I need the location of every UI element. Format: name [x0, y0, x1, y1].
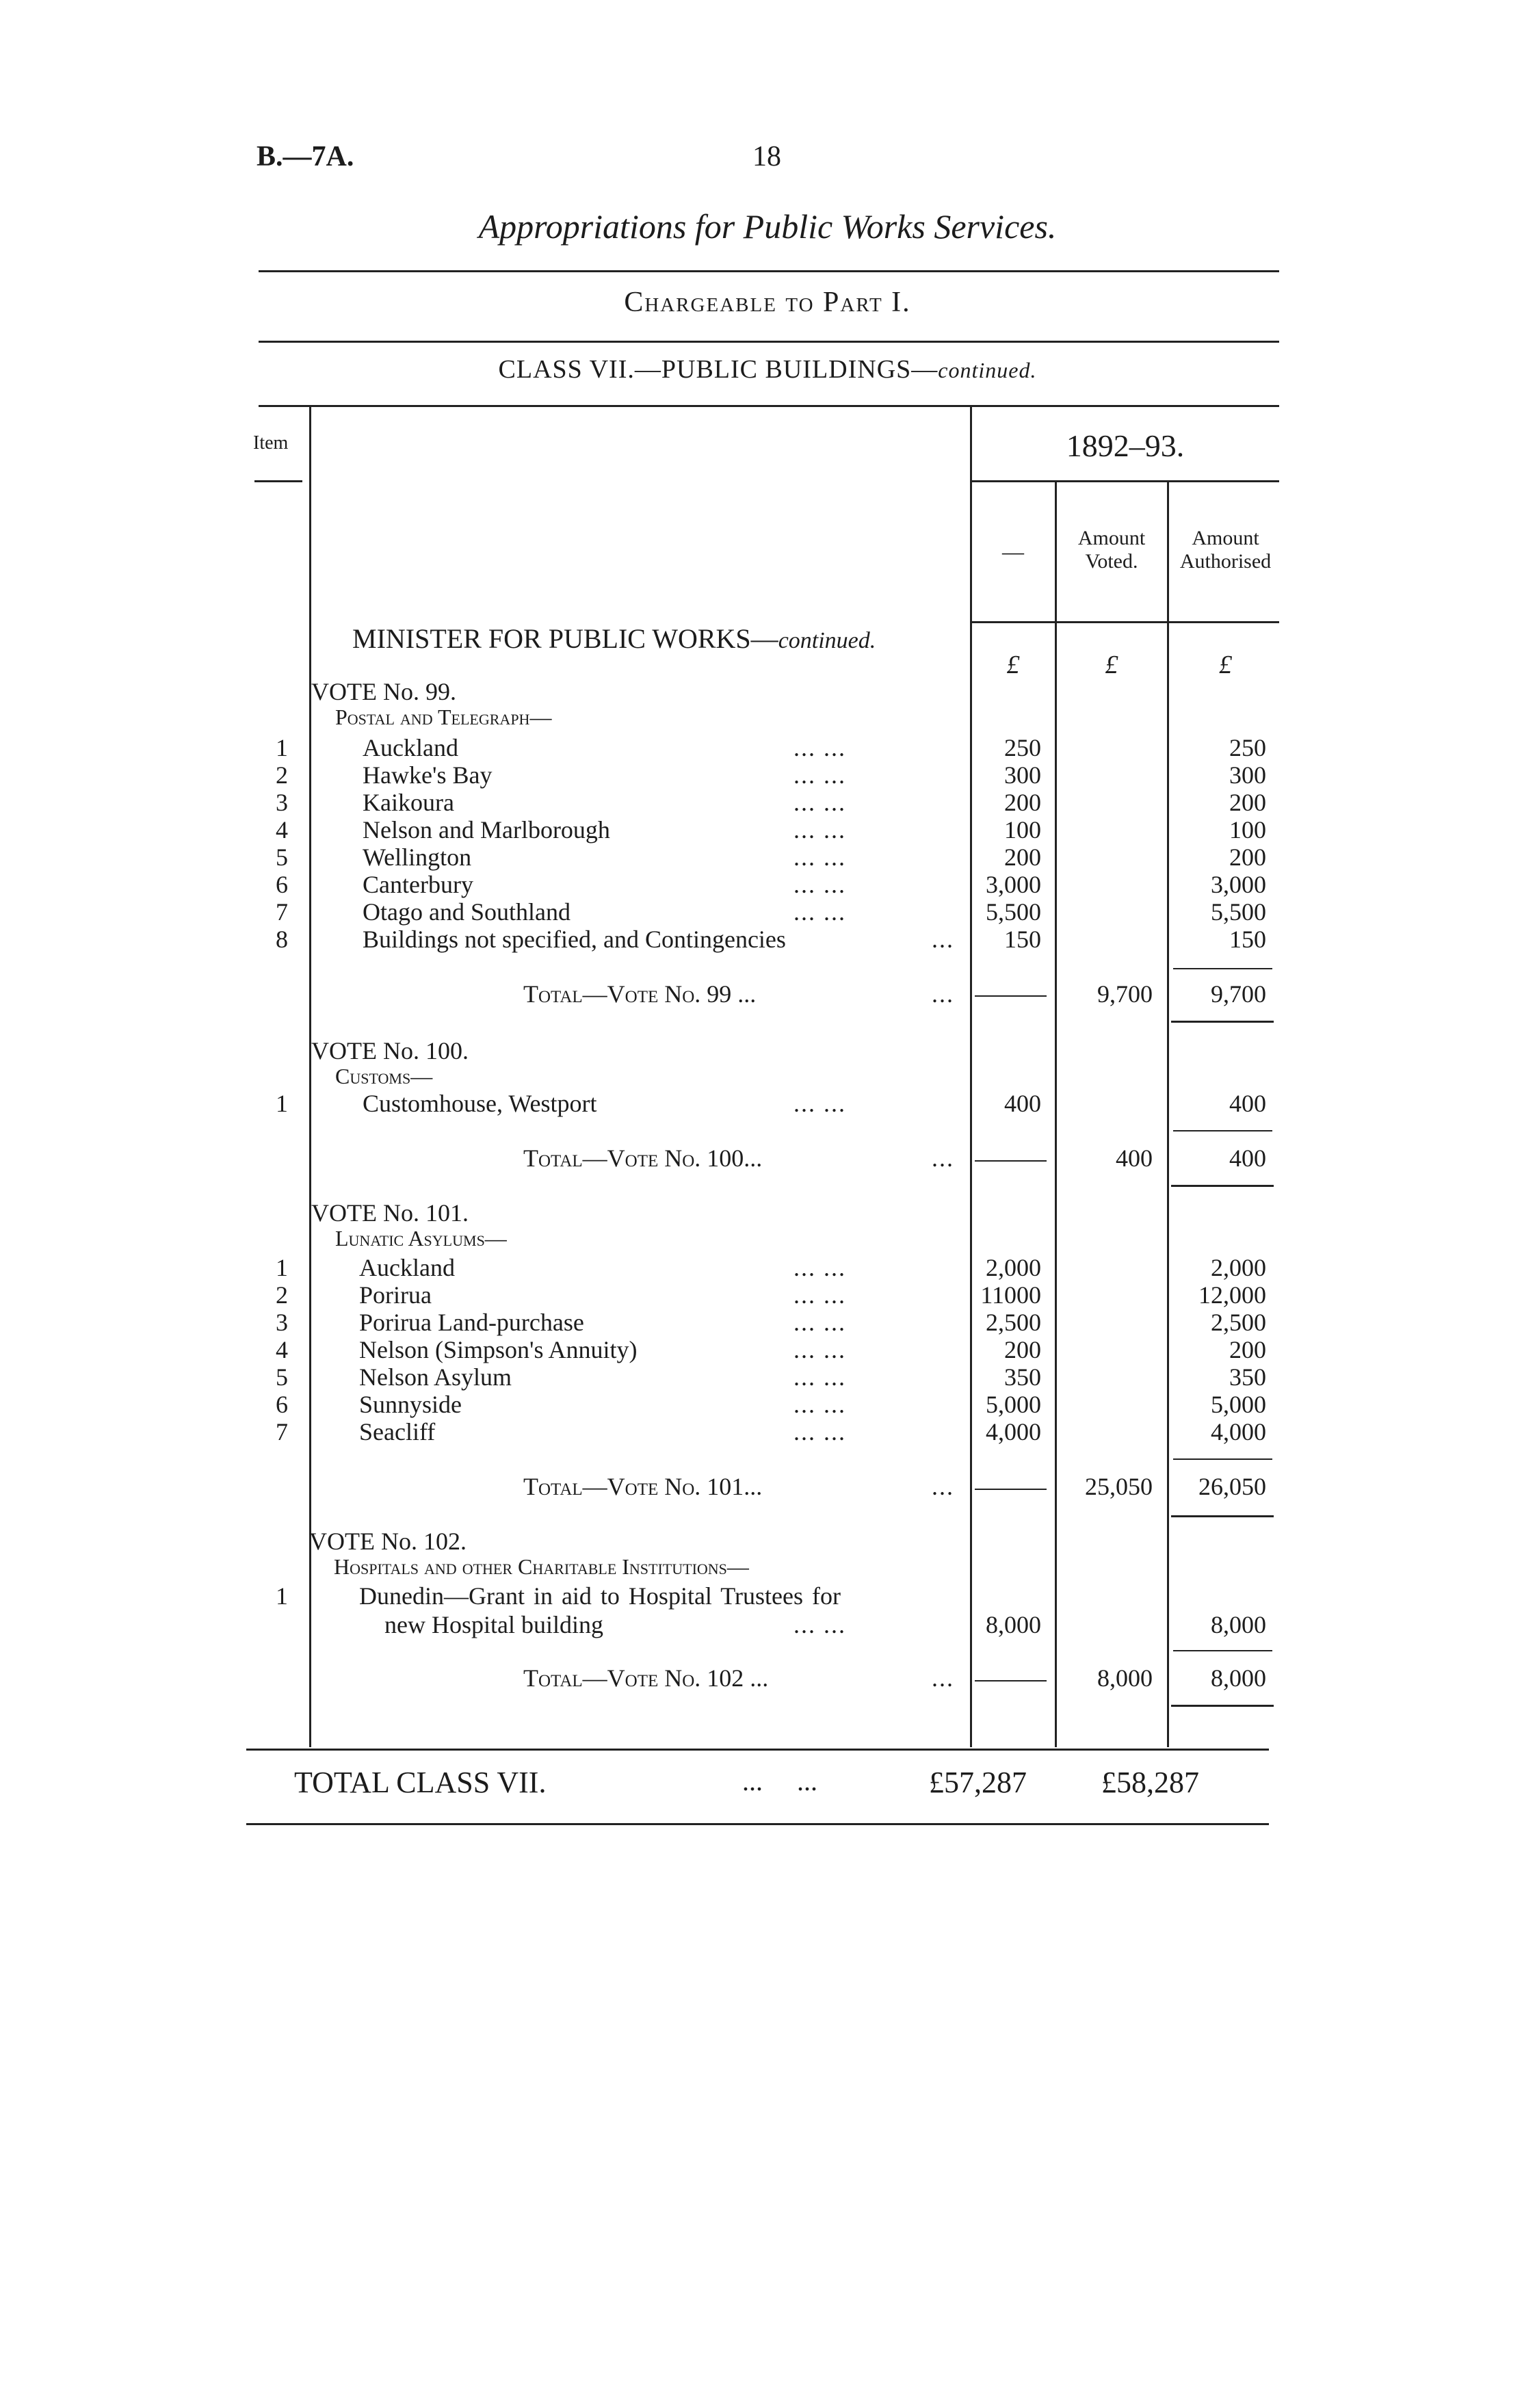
vote100-subheading: Customs—	[335, 1064, 433, 1088]
vote101-total-label: Total—Vote No. 101...	[523, 1473, 763, 1500]
row-amount: 4,000	[986, 1418, 1041, 1445]
amount-authorised-header	[1169, 527, 1282, 573]
row-label: Porirua	[359, 1281, 432, 1309]
total-dash	[975, 1160, 1047, 1162]
item-number: 6	[276, 871, 288, 898]
page-number: 18	[752, 141, 781, 172]
item-number: 4	[276, 1336, 288, 1363]
vote100-total-authorised: 400	[1229, 1144, 1266, 1172]
row-amount: 300	[1004, 761, 1041, 789]
row-amount: 200	[1004, 789, 1041, 816]
total-rule	[1171, 1515, 1274, 1517]
currency-col2: £	[1105, 651, 1118, 679]
row-amount: 2,500	[986, 1309, 1041, 1336]
total-rule	[1171, 1705, 1274, 1707]
row-authorised: 350	[1229, 1363, 1266, 1391]
row-authorised: 4,000	[1211, 1418, 1266, 1445]
row-authorised: 8,000	[1211, 1611, 1266, 1638]
row-amount: 100	[1004, 816, 1041, 843]
leader-dots: ...	[932, 1664, 954, 1692]
row-label: Sunnyside	[359, 1391, 462, 1418]
vote101-total-authorised: 26,050	[1198, 1473, 1266, 1500]
row-authorised: 200	[1229, 789, 1266, 816]
amount-authorised-line2: Authorised	[1179, 550, 1272, 573]
vote99-total-authorised: 9,700	[1211, 980, 1266, 1008]
item-number: 2	[276, 761, 288, 789]
leader-dots: ... ...	[793, 1418, 846, 1445]
grand-total-dots: ... ...	[742, 1766, 817, 1796]
minister-suffix: continued.	[778, 628, 876, 653]
row-amount: 200	[1004, 843, 1041, 871]
vote99-total-voted: 9,700	[1097, 980, 1153, 1008]
subtotal-rule	[1173, 1130, 1272, 1131]
currency-col1: £	[1006, 651, 1020, 679]
item-number: 1	[276, 1254, 288, 1281]
subtotal-rule	[1173, 1650, 1272, 1651]
rule-chargeable	[259, 341, 1279, 343]
item-number: 3	[276, 789, 288, 816]
row-authorised: 12,000	[1198, 1281, 1266, 1309]
row-label: Porirua Land-purchase	[359, 1309, 584, 1336]
row-label: Auckland	[359, 1254, 455, 1281]
row-authorised: 3,000	[1211, 871, 1266, 898]
item-number: 1	[276, 1582, 288, 1610]
vote99-total-label: Total—Vote No. 99 ...	[523, 980, 757, 1008]
rule-item-head	[254, 480, 302, 482]
item-number: 1	[276, 734, 288, 761]
row-authorised: 100	[1229, 816, 1266, 843]
vote99-subheading: Postal and Telegraph—	[335, 705, 552, 729]
row-label-line2: new Hospital building	[384, 1611, 603, 1638]
rule-head-bottom	[970, 621, 1279, 623]
subtotal-rule	[1173, 1458, 1272, 1460]
row-amount: 11000	[980, 1281, 1041, 1309]
total-dash	[975, 1680, 1047, 1681]
item-number: 1	[276, 1090, 288, 1117]
vote102-total-label: Total—Vote No. 102 ...	[523, 1664, 769, 1692]
leader-dots: ... ...	[793, 1309, 846, 1336]
document-ref: B.—7A.	[257, 141, 354, 172]
row-authorised: 200	[1229, 1336, 1266, 1363]
row-label-line1: Dunedin—Grant in aid to Hospital Trustees for	[359, 1582, 841, 1610]
total-dash	[975, 1489, 1047, 1490]
total-dash	[975, 995, 1047, 997]
vote100-total-label: Total—Vote No. 100...	[523, 1144, 763, 1172]
vote102-heading: VOTE No. 102.	[309, 1528, 467, 1555]
row-label: Nelson Asylum	[359, 1363, 512, 1391]
amount-authorised-line1: Amount	[1192, 527, 1259, 549]
class-heading-text: CLASS VII.—PUBLIC BUILDINGS—	[498, 355, 939, 384]
year-header: 1892–93.	[1066, 428, 1185, 463]
chargeable-heading: Chargeable to Part I.	[624, 287, 911, 318]
item-number: 6	[276, 1391, 288, 1418]
row-label: Otago and Southland	[363, 898, 570, 926]
row-authorised: 5,500	[1211, 898, 1266, 926]
leader-dots: ... ...	[793, 789, 846, 816]
leader-dots: ... ...	[793, 898, 846, 926]
rule-year	[970, 480, 1279, 482]
row-label: Wellington	[363, 843, 472, 871]
vote101-total-voted: 25,050	[1085, 1473, 1153, 1500]
leader-dots: ... ...	[793, 816, 846, 843]
item-number: 7	[276, 1418, 288, 1445]
vote99-heading: VOTE No. 99.	[311, 678, 456, 705]
vote101-subheading: Lunatic Asylums—	[335, 1226, 507, 1251]
minister-label: MINISTER FOR PUBLIC WORKS—	[352, 623, 778, 654]
col-divider-amount	[970, 406, 972, 1747]
rule-top	[259, 270, 1279, 272]
row-authorised: 150	[1229, 926, 1266, 953]
grand-total-label: TOTAL CLASS VII.	[294, 1766, 547, 1799]
total-rule	[1171, 1185, 1274, 1187]
row-authorised: 400	[1229, 1090, 1266, 1117]
item-number: 5	[276, 1363, 288, 1391]
currency-col3: £	[1219, 651, 1232, 679]
rule-table-top	[259, 405, 1279, 407]
row-amount: 250	[1004, 734, 1041, 761]
leader-dots: ... ...	[793, 1363, 846, 1391]
row-authorised: 2,500	[1211, 1309, 1266, 1336]
row-amount: 200	[1004, 1336, 1041, 1363]
row-label: Seacliff	[359, 1418, 436, 1445]
vote100-total-voted: 400	[1116, 1144, 1153, 1172]
row-authorised: 300	[1229, 761, 1266, 789]
row-authorised: 200	[1229, 843, 1266, 871]
item-number: 2	[276, 1281, 288, 1309]
class-heading-suffix: continued.	[938, 358, 1037, 382]
row-label: Kaikoura	[363, 789, 454, 816]
grand-total-authorised: £58,287	[1101, 1766, 1199, 1799]
leader-dots: ... ...	[793, 1391, 846, 1418]
leader-dots: ... ...	[793, 1336, 846, 1363]
page-title: Appropriations for Public Works Services.	[478, 207, 1057, 246]
leader-dots: ... ...	[793, 871, 846, 898]
row-amount: 400	[1004, 1090, 1041, 1117]
item-number: 3	[276, 1309, 288, 1336]
leader-dots: ... ...	[793, 734, 846, 761]
item-number: 8	[276, 926, 288, 953]
row-label: Canterbury	[363, 871, 473, 898]
row-label: Auckland	[363, 734, 458, 761]
row-amount: 8,000	[986, 1611, 1041, 1638]
leader-dots: ... ...	[793, 843, 846, 871]
row-amount: 150	[1004, 926, 1041, 953]
item-number: 4	[276, 816, 288, 843]
amount-voted-line1: Amount	[1077, 527, 1146, 549]
vote100-heading: VOTE No. 100.	[311, 1037, 469, 1064]
leader-dots: ... ...	[793, 1090, 846, 1117]
total-rule	[1171, 1021, 1274, 1023]
row-authorised: 2,000	[1211, 1254, 1266, 1281]
vote102-subheading: Hospitals and other Charitable Institutions—	[334, 1554, 749, 1579]
amount-voted-line2: Voted.	[1085, 550, 1138, 573]
leader-dots: ... ...	[793, 1611, 846, 1638]
row-amount: 5,500	[986, 898, 1041, 926]
leader-dots: ...	[932, 980, 954, 1008]
row-amount: 2,000	[986, 1254, 1041, 1281]
class-heading	[0, 354, 1535, 384]
row-label: Customhouse, Westport	[363, 1090, 597, 1117]
leader-dots: ... ...	[793, 761, 846, 789]
item-number: 5	[276, 843, 288, 871]
vote101-heading: VOTE No. 101.	[311, 1199, 469, 1227]
grand-total-voted: £57,287	[929, 1766, 1027, 1799]
leader-dots: ...	[932, 926, 954, 953]
col1-header: —	[1002, 539, 1024, 564]
row-label: Hawke's Bay	[363, 761, 493, 789]
vote102-total-voted: 8,000	[1097, 1664, 1153, 1692]
row-label: Buildings not specified, and Contingencies	[363, 926, 786, 953]
leader-dots: ...	[932, 1144, 954, 1172]
leader-dots: ... ...	[793, 1254, 846, 1281]
subtotal-rule	[1173, 968, 1272, 969]
leader-dots: ...	[932, 1473, 954, 1500]
amount-voted-header	[1057, 527, 1166, 573]
vote102-total-authorised: 8,000	[1211, 1664, 1266, 1692]
row-label: Nelson and Marlborough	[363, 816, 610, 843]
item-number: 7	[276, 898, 288, 926]
rule-grand-bottom	[246, 1823, 1269, 1825]
row-amount: 5,000	[986, 1391, 1041, 1418]
row-amount: 3,000	[986, 871, 1041, 898]
leader-dots: ... ...	[793, 1281, 846, 1309]
minister-heading	[352, 623, 876, 655]
rule-grand-top	[246, 1749, 1269, 1751]
row-amount: 350	[1004, 1363, 1041, 1391]
row-label: Nelson (Simpson's Annuity)	[359, 1336, 638, 1363]
row-authorised: 5,000	[1211, 1391, 1266, 1418]
item-column-header: Item	[253, 432, 289, 454]
row-authorised: 250	[1229, 734, 1266, 761]
